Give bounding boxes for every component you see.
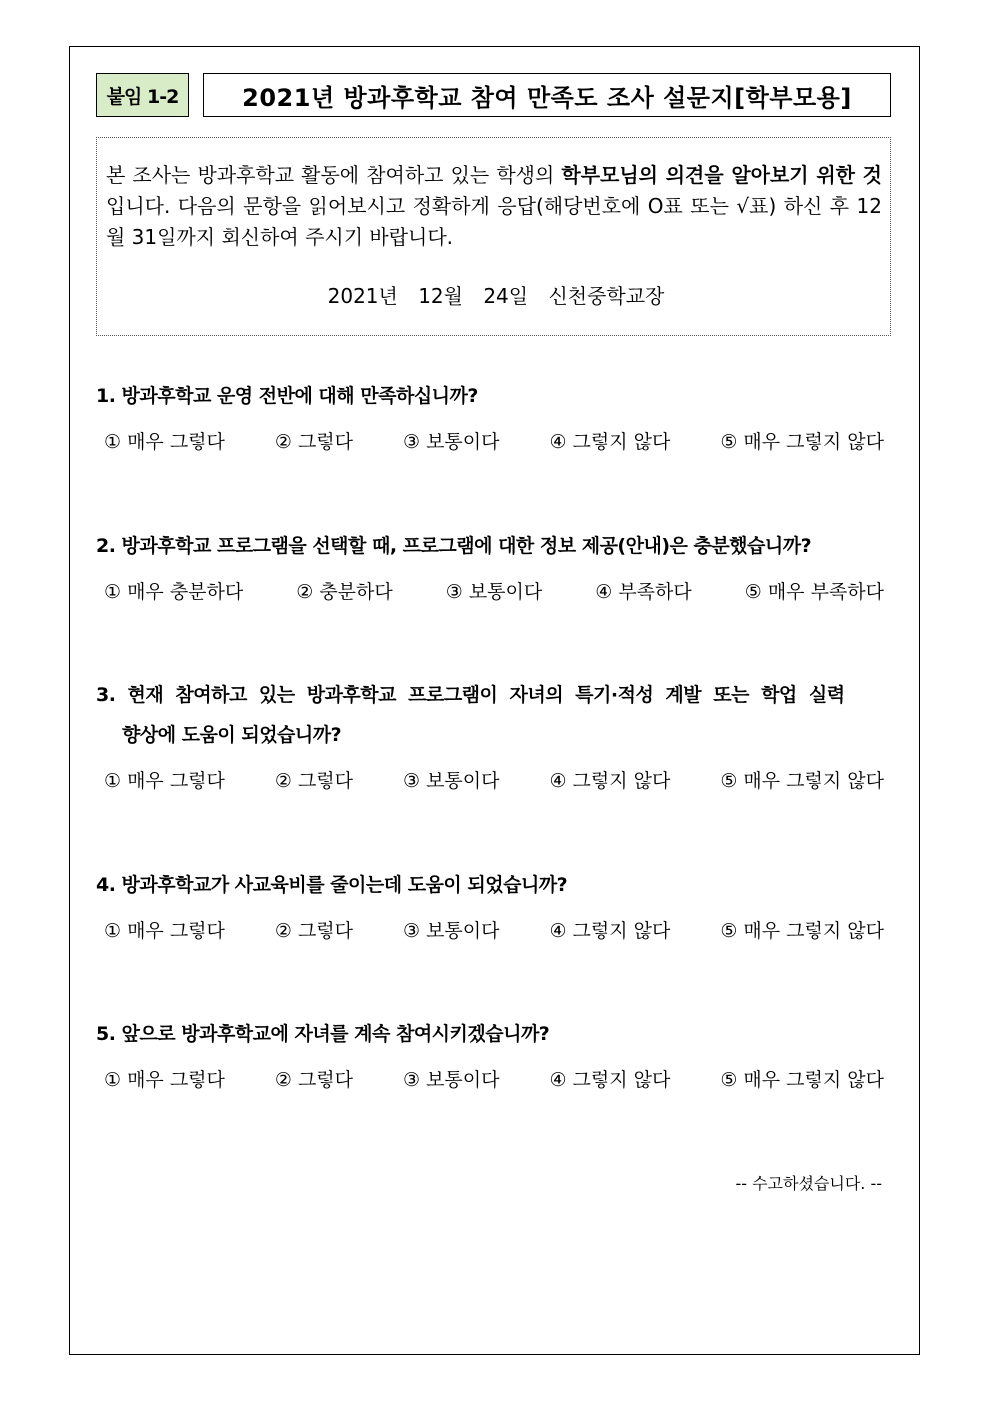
intro-text-part1: 본 조사는 방과후학교 활동에 참여하고 있는 학생의 [106,163,562,187]
question-5: 5. 앞으로 방과후학교에 자녀를 계속 참여시키겠습니까? [96,1023,550,1045]
q3-option-5[interactable]: ⑤ 매우 그렇지 않다 [720,770,884,792]
q4-option-2[interactable]: ② 그렇다 [274,920,354,942]
question-2-options [104,577,884,604]
issue-date-signature: 2021년 12월 24일 신천중학교장 [327,284,665,308]
question-4: 4. 방과후학교가 사교육비를 줄이는데 도움이 되었습니까? [96,874,568,896]
attachment-badge: 붙임 1-2 [96,73,189,117]
question-3-continued: 향상에 도움이 되었습니까? [122,724,342,746]
q4-option-4[interactable]: ④ 그렇지 않다 [549,920,671,942]
q3-option-2[interactable]: ② 그렇다 [274,770,354,792]
question-3-options [104,766,884,793]
question-3: 3. 현재 참여하고 있는 방과후학교 프로그램이 자녀의 특기·적성 계발 또는 학업 실력 [96,684,845,706]
q2-option-1[interactable]: ① 매우 충분하다 [104,581,244,603]
q5-option-5[interactable]: ⑤ 매우 그렇지 않다 [720,1069,884,1091]
document-title: 2021년 방과후학교 참여 만족도 조사 설문지[학부모용] [203,73,891,117]
q1-option-5[interactable]: ⑤ 매우 그렇지 않다 [720,431,884,453]
q2-option-3[interactable]: ③ 보통이다 [445,581,543,603]
q3-option-4[interactable]: ④ 그렇지 않다 [549,770,671,792]
q2-option-2[interactable]: ② 충분하다 [296,581,393,603]
question-2: 2. 방과후학교 프로그램을 선택할 때, 프로그램에 대한 정보 제공(안내)은 충분했습니까? [96,535,812,557]
q2-option-5[interactable]: ⑤ 매우 부족하다 [744,581,884,603]
q1-option-2[interactable]: ② 그렇다 [274,431,354,453]
intro-text-bold: 학부모님의 의견을 알아보기 위한 것 [561,163,882,187]
intro-paragraph [106,160,882,253]
q1-option-4[interactable]: ④ 그렇지 않다 [549,431,671,453]
q5-option-1[interactable]: ① 매우 그렇다 [104,1069,225,1091]
intro-text-part2: 입니다. 다음의 문항을 읽어보시고 정확하게 응답(해당번호에 O표 또는 √표) 하신 후 12월 31일까지 회신하여 주시기 바랍니다. [106,194,882,249]
q3-option-1[interactable]: ① 매우 그렇다 [104,770,225,792]
q3-option-3[interactable]: ③ 보통이다 [403,770,500,792]
q5-option-3[interactable]: ③ 보통이다 [403,1069,500,1091]
question-4-options [104,916,884,943]
q5-option-2[interactable]: ② 그렇다 [274,1069,354,1091]
q4-option-1[interactable]: ① 매우 그렇다 [104,920,225,942]
question-1-options [104,427,884,454]
question-5-options [104,1065,884,1092]
q1-option-1[interactable]: ① 매우 그렇다 [104,431,225,453]
q1-option-3[interactable]: ③ 보통이다 [403,431,500,453]
question-1: 1. 방과후학교 운영 전반에 대해 만족하십니까? [96,385,478,407]
q5-option-4[interactable]: ④ 그렇지 않다 [549,1069,671,1091]
q4-option-5[interactable]: ⑤ 매우 그렇지 않다 [720,920,884,942]
q4-option-3[interactable]: ③ 보통이다 [403,920,500,942]
q2-option-4[interactable]: ④ 부족하다 [595,581,692,603]
closing-remark: -- 수고하셨습니다. -- [735,1174,882,1193]
